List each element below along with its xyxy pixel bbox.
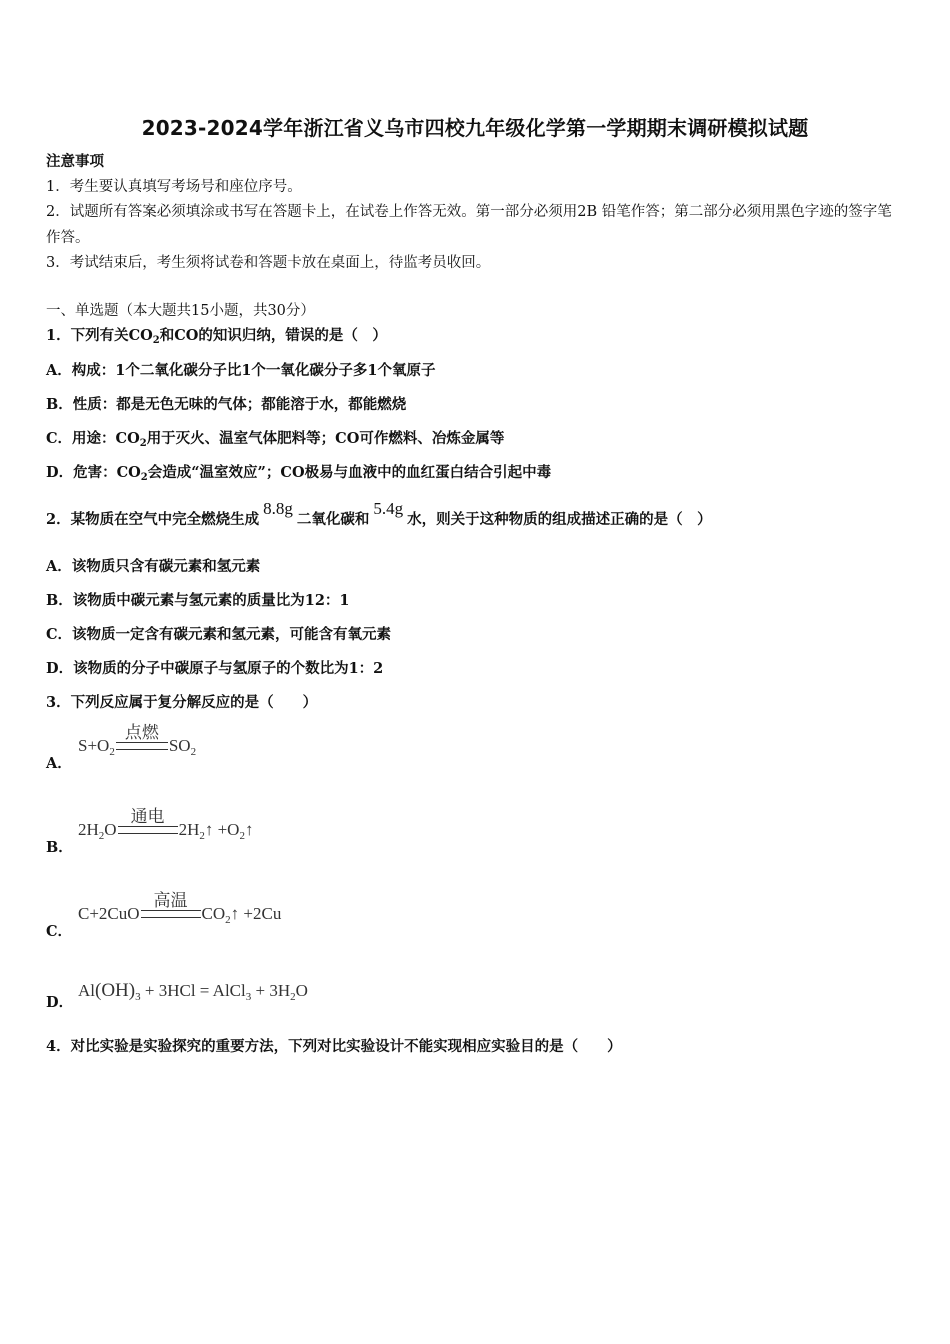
reaction-condition: 高温	[141, 892, 201, 924]
q3-option-a-equation: $S+O_2$ 点燃 $SO_2$	[78, 723, 197, 758]
section-heading: 一、单选题（本大题共15小题，共30分）	[46, 303, 315, 319]
q2-option-b: B．该物质中碳元素与氢元素的质量比为12：1	[46, 592, 350, 609]
q2-mass-h2o: 5.4g	[373, 499, 404, 518]
q2-mass-co2: 8.8g	[263, 499, 293, 518]
q3-stem: 3．下列反应属于复分解反应的是（ ）	[46, 694, 318, 711]
q2-option-c: C．该物质一定含有碳元素和氢元素，可能含有氧元素	[46, 626, 392, 643]
q2-option-d: D．该物质的分子中碳原子与氢原子的个数比为1：2	[46, 660, 384, 677]
q1-option-b: B．性质：都是无色无味的气体；都能溶于水，都能燃烧	[46, 396, 407, 413]
reaction-condition: 通电	[118, 808, 178, 840]
reaction-condition: 点燃	[116, 724, 168, 756]
q1-option-a: A．构成：1个二氧化碳分子比1个一氧化碳分子多1个氧原子	[46, 362, 436, 379]
q3-option-b-equation: $2H_2O$ 通电 $2H_2↑$ $+O_2↑$	[78, 807, 254, 842]
q3-option-b-letter: B．	[46, 839, 73, 856]
q4-stem: 4．对比实验是实验探究的重要方法，下列对比实验设计不能实现相应实验目的是（ ）	[46, 1038, 622, 1055]
q3-option-d-equation: $Al(OH)_3 + 3HCl$ = AlCl$_3$ + $3H_2O$	[78, 980, 308, 1003]
q3-option-c-equation: C+2CuO 高温 $CO_2↑ +2Cu$	[78, 891, 282, 926]
notice-item-1: 1．考生要认真填写考场号和座位序号。	[46, 179, 302, 195]
page-title: 2023-2024学年浙江省义乌市四校九年级化学第一学期期末调研模拟试题	[141, 116, 809, 140]
q1-stem: 1．下列有关$CO_2$和CO的知识归纳，错误的是（ ）	[46, 327, 387, 346]
notice-item-3: 3．考试结束后，考生须将试卷和答题卡放在桌面上，待监考员收回。	[46, 255, 491, 271]
notice-heading: 注意事项	[46, 153, 104, 170]
q3-option-a-letter: A．	[46, 755, 72, 772]
q3-option-d-letter: D．	[46, 994, 74, 1011]
q1-option-c: C．用途：$CO_2$用于灭火、温室气体肥料等；CO可作燃料、冶炼金属等	[46, 430, 505, 449]
q1-option-d: D．危害：$CO_2$会造成“温室效应”；CO极易与血液中的血红蛋白结合引起中毒	[46, 464, 552, 483]
notice-item-2: 2．试题所有答案必须填涂或书写在答题卡上，在试卷上作答无效。第一部分必须用2B 铅笔作答；第二部分必须用黑色字迹的签字笔作答。	[46, 204, 892, 246]
q2-stem: 2．某物质在空气中完全燃烧生成8.8g二氧化碳和5.4g水，则关于这种物质的组成描述正确的是（ ）	[46, 499, 712, 528]
q3-option-c-letter: C．	[46, 923, 73, 940]
q2-option-a: A．该物质只含有碳元素和氢元素	[46, 558, 261, 575]
